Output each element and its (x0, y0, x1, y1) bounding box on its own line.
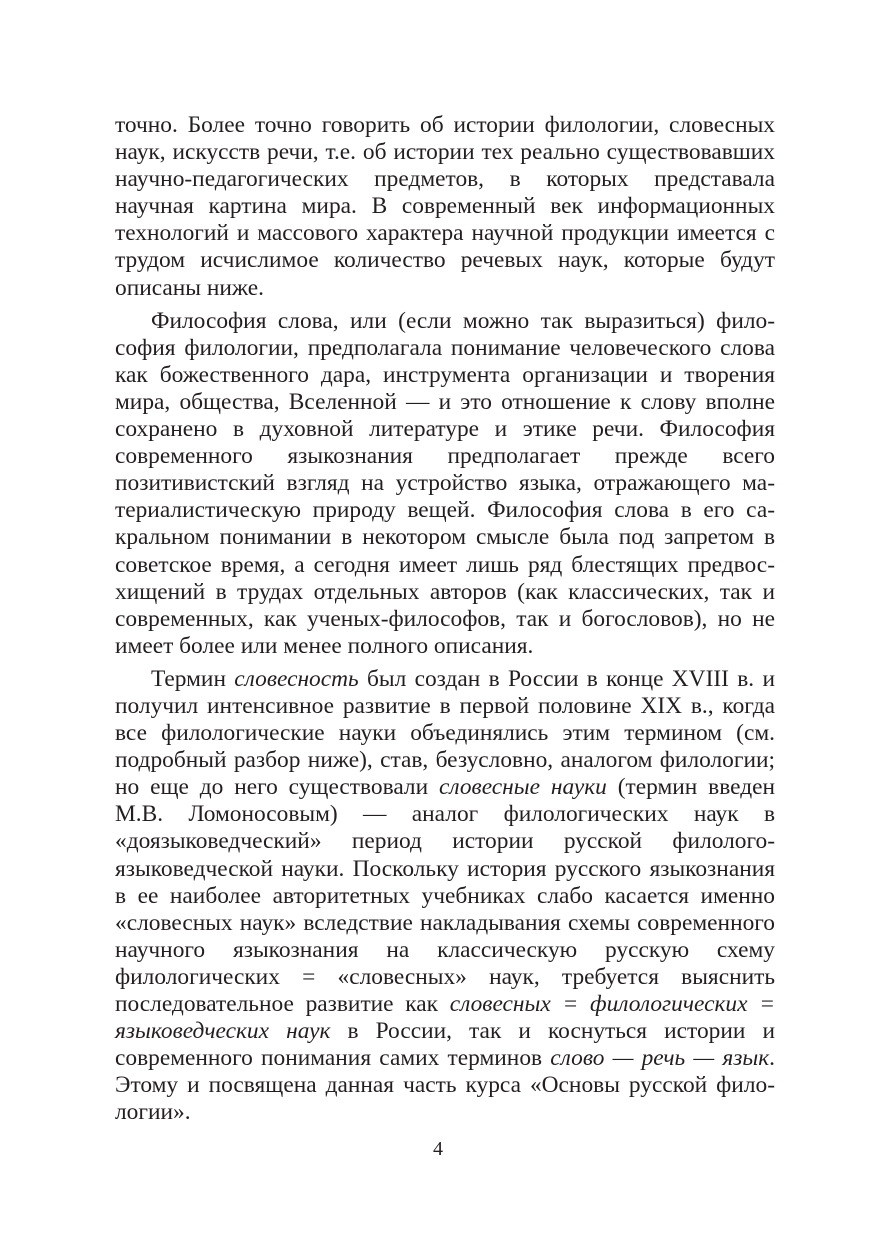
paragraph-2-text: Философия слова, или (если можно так выразиться) философия филологии, предполагала понимание человеческого слова как божественного дара, инструмента организации и творения мира, общества, Вселенной — и это отношение к слову вполне сохранено в духовной литературе и этике речи. Философия современного языкознания предполагает прежде всего позитивистский взгляд на устройство языка, отражающего материалистическую природу вещей. Философия слова в его сакральном понимании в некотором смысле была под запретом в советское время, а сегодня имеет лишь ряд блестящих предвосхищений в трудах отдельных авторов (как классических, так и современных, как ученых-философов, так и богословов), но не имеет более или менее полного описания. (115, 307, 775, 659)
paragraph-3-term-slovesnost: словесность (234, 665, 359, 692)
paragraph-3 (115, 666, 775, 1127)
paragraph-2 (115, 308, 775, 660)
paragraph-3-segment: в России, так и коснуться истории и современного понимания самих терминов (115, 1018, 775, 1072)
paragraph-1-text: точно. Более точно говорить об истории филологии, словесных наук, искусств речи, т.е. об истории тех реально существовавших научно-педагогических предметов, в которых представала научная картина мира. В современный век информационных технологий и массового характера научной продукции имеется с трудом исчислимое количество речевых наук, которые будут описаны ниже. (115, 112, 775, 301)
paragraph-3-segment: был создан в России в конце XVIII в. и получил интенсивное развитие в первой половине XIX в., когда все филологические науки объединялись этим термином (см. подробный разбор ниже), став, безусловно, аналогом филологии; но еще до него существовали (115, 665, 775, 801)
paragraph-3-segment: . Этому и посвящена данная часть курса «Основы русской филологии». (115, 1045, 775, 1126)
paragraph-3-term-slovo-rech-yazyk: слово — речь — язык (550, 1045, 770, 1072)
paragraph-3-term-slovesnye-nauki: словесные науки (438, 774, 607, 801)
body-text (115, 112, 775, 1126)
paragraph-3-term-equation: словесных = филологических = языковедческих наук (115, 991, 775, 1045)
paragraph-3-segment: (термин введен М.В. Ломоносовым) — аналог филологических наук в «доязыковедческий» период истории русской филолого-языковедческой науки. Поскольку история русского языкознания в ее наиболее авторитетных учебниках слабо касается именно «словесных наук» вследствие накладывания схемы современного научного языкознания на классическую русскую схему филологических = «словесных» наук, требуется выяснить последовательное развитие как (115, 774, 776, 1017)
page-number: 4 (433, 1138, 443, 1160)
paragraph-3-segment: Термин (151, 665, 235, 692)
paragraph-1 (115, 112, 775, 302)
